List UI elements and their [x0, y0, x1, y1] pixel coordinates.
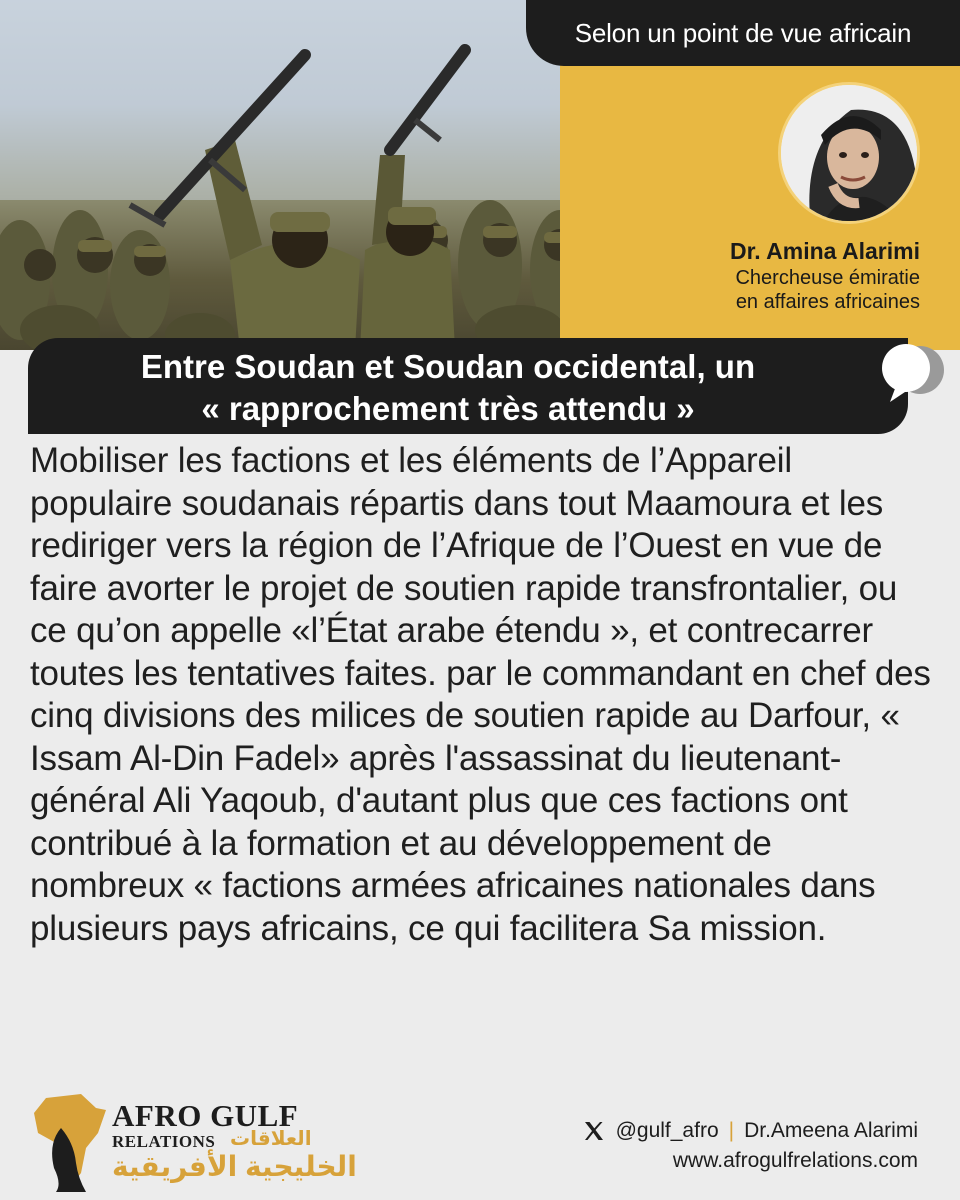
- africa-map-icon: [26, 1088, 116, 1194]
- author-portrait: [778, 82, 920, 224]
- portrait-illustration: [781, 85, 920, 224]
- x-twitter-icon: [582, 1119, 606, 1143]
- opinion-tag: Selon un point de vue africain: [526, 0, 960, 66]
- soldiers-photo: [0, 0, 590, 350]
- twitter-handle-link[interactable]: @gulf_afro: [615, 1119, 719, 1142]
- headline-line2: « rapprochement très attendu »: [201, 390, 695, 427]
- headline-line1: Entre Soudan et Soudan occidental, un: [140, 348, 756, 385]
- speech-bubble-icon: [876, 338, 948, 410]
- footer-social: [582, 1116, 918, 1176]
- website-link[interactable]: www.afrogulfrelations.com: [672, 1149, 918, 1172]
- author-block: [730, 236, 920, 314]
- author-role-line1: Chercheuse émiratie: [735, 267, 920, 289]
- author-role-line2: en affaires africaines: [735, 291, 920, 313]
- logo-arabic-2: الخليجية الأفريقية: [112, 1151, 357, 1182]
- author-name: Dr. Amina Alarimi: [729, 238, 920, 264]
- logo-arabic-1: العلاقات: [230, 1128, 312, 1150]
- article-body: Mobiliser les factions et les éléments de l’Appareil populaire soudanais répartis dans tout Maamoura et les rediriger vers la région de l’Afrique de l’Ouest en vue de faire avorter le projet de soutien rapide transfrontalier, ou ce qu’on appelle «l’État arabe étendu », et contrecarrer toutes les tentatives faites. par le commandant en chef des cinq divisions des milices de soutien rapide au Darfour, « Issam Al-Din Fadel» après l'assassinat du lieutenant-général Ali Yaqoub, d'autant plus que ces factions ont contribué à la formation et au développement de nombreux « factions armées africaines nationales dans plusieurs pays africains, ce qui facilitera Sa mission.: [30, 441, 931, 948]
- soldiers-illustration: [0, 0, 590, 350]
- logo-title: AFRO GULF: [112, 1098, 299, 1133]
- headline-banner: [28, 338, 908, 434]
- footer-separator: |: [728, 1119, 735, 1142]
- author-handle-name: Dr.Ameena Alarimi: [744, 1119, 918, 1142]
- logo-subtitle: RELATIONS: [112, 1132, 216, 1151]
